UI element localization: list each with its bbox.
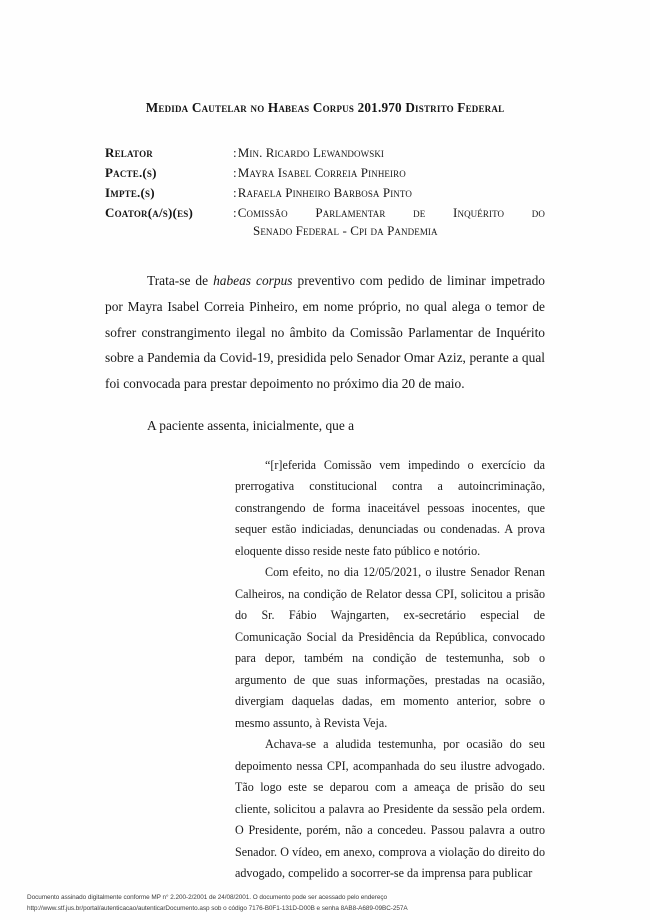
colon-separator: : xyxy=(233,145,237,160)
colon-separator: : xyxy=(233,184,237,200)
table-row xyxy=(105,164,545,184)
party-name-line1: Comissão Parlamentar de Inquérito do xyxy=(237,204,545,220)
quotation-block xyxy=(105,455,545,885)
footer-verification-url: http://www.stf.jus.br/portal/autenticacao/autenticarDocumento.asp sob o código 7176-B0F1-131D-D00B e senha 8AB8-A689-09BC-257A xyxy=(27,904,408,912)
quotation-paragraph-2: Com efeito, no dia 12/05/2021, o ilustre Senador Renan Calheiros, na condição de Relator dessa CPI, solicitou a prisão do Sr. Fábio Wajngarten, ex-secretário especial de Comunicação Social da Presidência da República, convocado para depor, também na condição de testemunha, sob o argumento de que suas informações, prestadas na ocasião, divergiam daquelas dadas, em momento anterior, sobre o mesmo assunto, à Revista Veja. xyxy=(235,565,545,730)
parties-table xyxy=(105,144,545,242)
party-value-coator xyxy=(233,204,545,242)
colon-separator: : xyxy=(233,164,237,180)
paragraph-intro-part1: Trata-se de xyxy=(147,273,214,289)
footer-signature-notice: Documento assinado digitalmente conforme MP n° 2.200-2/2001 de 24/08/2001. O documento pode ser acessado pelo endereço xyxy=(27,893,387,901)
party-name-line2: Senado Federal - Cpi da Pandemia xyxy=(253,223,438,239)
digital-signature-footer xyxy=(27,892,627,914)
party-value-relator xyxy=(233,144,545,164)
party-value-impte xyxy=(233,184,545,204)
document-content xyxy=(105,100,545,885)
party-value-pacte xyxy=(233,164,545,184)
colon-separator: : xyxy=(233,204,237,220)
party-name: Min. Ricardo Lewandowski xyxy=(237,145,385,160)
quotation-paragraph-1: “[r]eferida Comissão vem impedindo o exercício da prerrogativa constitucional contra a autoincriminação, constrangendo de forma inaceitável pessoas inocentes, que sequer estão indiciadas, denunciadas ou condenadas. A prova eloquente disso reside neste fato público e notório. xyxy=(235,457,545,558)
party-name xyxy=(233,204,545,222)
table-row xyxy=(105,144,545,164)
page-title: Medida Cautelar no Habeas Corpus 201.970 Distrito Federal xyxy=(145,100,505,115)
party-name: Mayra Isabel Correia Pinheiro xyxy=(237,164,406,180)
table-row xyxy=(105,184,545,204)
party-label-pacte: Pacte.(s) xyxy=(105,164,157,180)
paragraph-patient-claim: A paciente assenta, inicialmente, que a xyxy=(147,417,355,433)
party-label-impte: Impte.(s) xyxy=(105,184,155,200)
party-name: Rafaela Pinheiro Barbosa Pinto xyxy=(237,184,412,200)
paragraph-intro-italic: habeas corpus xyxy=(213,273,293,289)
party-label-coator: Coator(a/s)(es) xyxy=(105,204,194,220)
paragraph-intro-part2: preventivo com pedido de liminar impetrado por Mayra Isabel Correia Pinheiro, em nome próprio, no qual alega o temor de sofrer constrangimento ilegal no âmbito da Comissão Parlamentar de Inquérito sobre a Pandemia da Covid-19, presidida pelo Senador Omar Aziz, perante a qual foi convocada para prestar depoimento no próximo dia 20 de maio. xyxy=(105,273,545,392)
party-label-relator: Relator xyxy=(105,145,153,160)
quotation-paragraph-3: Achava-se a aludida testemunha, por ocasião do seu depoimento nessa CPI, acompanhada do seu ilustre advogado. Tão logo este se deparou com a ameaça de prisão do seu cliente, solicitou a palavra ao Presidente da sessão pela ordem. O Presidente, porém, não a concedeu. Passou palavra a outro Senador. O vídeo, em anexo, comprova a violação do direito do advogado, compelido a socorrer-se da imprensa para publicar xyxy=(235,737,545,881)
table-row xyxy=(105,204,545,242)
paragraph-intro xyxy=(105,268,545,397)
